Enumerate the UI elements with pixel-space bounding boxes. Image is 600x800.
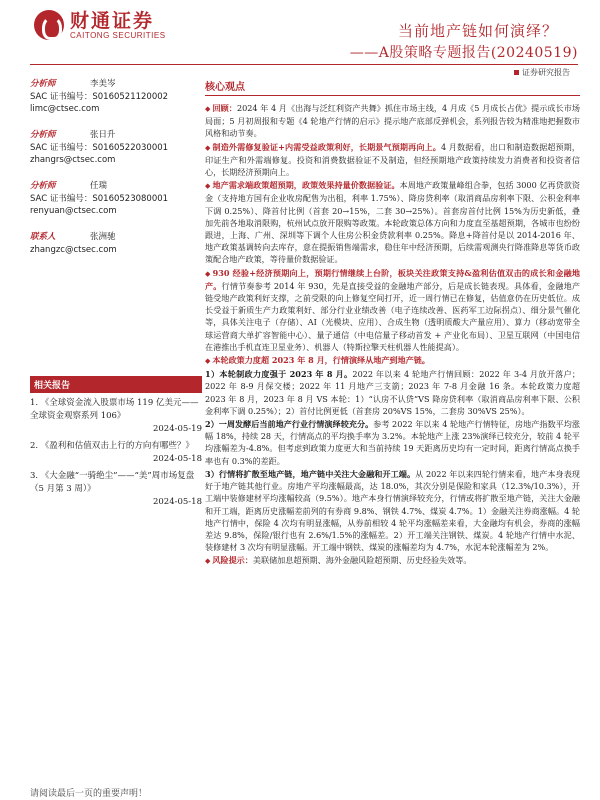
report-title: 当前地产链如何演绎？ bbox=[397, 22, 558, 40]
related-report-date: 2024-05-18 bbox=[152, 454, 202, 464]
chain-lead: 本轮政策力度超 2023 年 8 月，行情演绎从地产到地产链。 bbox=[212, 355, 430, 366]
report-type-label: 证券研究报告 bbox=[522, 68, 570, 77]
report-subtitle: ——A股策略专题报告(20240519) bbox=[349, 45, 578, 61]
policy-text: 本周地产政策量峰组合拳，包括 3000 亿再贷款资金（支持地方国有企业收房配售为出租，利率 1.75%）、降房贷利率（取消商品房利率下限、公积金利率下调 0.25%）、降首付比例（首套 20→15%，二套 30→25%）。首套房首付比例 15%为历史新低，叠加先前各地取消限购，杭州试点放开限购等政策。本轮政策总体方向和力度直至基超预期，各城市也纷纷跟进，上海、广州、深圳等下调个人住房公积金贷款利率 0.25%。降息+降首付是以 2014-2016 年、地产政策基调转向去库存，意在提振销售端需求，稳住年中经济预期，后续需观测央行降准降息等货币政策配合地产政策，等待量价数据验证。 bbox=[205, 180, 580, 265]
analyst-email[interactable]: renyuan@ctsec.com bbox=[30, 206, 117, 216]
disclaimer-notice: 请阅读最后一页的重要声明！ bbox=[30, 789, 148, 799]
logo-icon bbox=[34, 10, 64, 40]
analyst-email[interactable]: zhangrs@ctsec.com bbox=[30, 155, 116, 165]
related-report-title[interactable]: 2. 《盈利和估值双击上行的方向有哪些？》 bbox=[30, 441, 194, 451]
review-lead: 回顾： bbox=[212, 103, 237, 113]
policy-paragraph bbox=[205, 179, 580, 265]
header-divider bbox=[30, 64, 578, 65]
analyst-cert: SAC 证书编号：S0160523080001 bbox=[30, 194, 169, 204]
contact-email[interactable]: zhangzc@ctsec.com bbox=[30, 245, 117, 255]
related-report-title[interactable]: 1. 《全球资金流入股票市场 119 亿美元——全球资金观察系列 106》 bbox=[30, 398, 199, 421]
company-logo bbox=[34, 10, 166, 40]
point-2-paragraph bbox=[205, 418, 580, 467]
main-content bbox=[205, 78, 580, 569]
report-type-tag bbox=[514, 67, 570, 78]
point-1-paragraph bbox=[205, 368, 580, 417]
related-report-date: 2024-05-19 bbox=[152, 424, 202, 434]
point-2-text: 参考 2022 年以来 4 轮地产行情特征，房地产指数平均涨幅 18%，持续 28 天，行情高点的平均换手率为 3.2%。本轮地产上涨 23%演绎已较充分，较前 4 轮平均涨幅差为-4.8%。但考虑到政策力度更大和当前持续 19 天距离历史均有一定时间，距离行情高点换手率也有 0.3%的差距。 bbox=[205, 419, 580, 466]
point-1-text: 2022 年以来 4 轮地产行情回顾：2022 年 3-4 月放开落户；2022 年 8-9 月保交楼；2022 年 11 月地产三支箭；2023 年 7-8 月金融 16 条。本轮政策力度超 2023 年 8 月，2023 年 8 月 VS 本轮：1）“认房不认贷”VS 降房贷利率（取消商品房利率下限、公积金利率下调 0.25%）；2）首付比例更低（首套房 20%VS 15%，二套房 30%VS 25%）。 bbox=[205, 369, 580, 416]
contact-name: 张洲驰 bbox=[90, 232, 116, 242]
analyst-role: 分析师 bbox=[30, 130, 56, 140]
analyst-cert: SAC 证书编号：S0160521120002 bbox=[30, 92, 169, 102]
analyst-cert: SAC 证书编号：S0160522030001 bbox=[30, 143, 169, 153]
report-header bbox=[0, 0, 600, 78]
analyst-name: 张日升 bbox=[90, 130, 116, 140]
related-report-item[interactable] bbox=[30, 470, 202, 509]
analyst-card bbox=[30, 180, 202, 217]
related-report-item[interactable] bbox=[30, 440, 202, 466]
core-views-heading: 核心观点 bbox=[205, 78, 580, 96]
related-report-title[interactable]: 3. 《大金融“一骑绝尘”——“美”周市场复盘（5 月第 3 周）》 bbox=[30, 471, 195, 494]
policy-lead: 地产需求端政策超预期，政策效果持量价数据验证。 bbox=[212, 180, 400, 191]
macro-text: 4 月数据看，出口和制造数据超预期，印证生产和外需端修复。投资和消费数据验证不及制造，但经预期地产政策持续发力消费者和投资者信心，长期经济预期向上。 bbox=[205, 141, 580, 178]
sidebar bbox=[30, 78, 202, 509]
logo-english-name: CAITONG SECURITIES bbox=[70, 30, 166, 40]
review-paragraph bbox=[205, 102, 580, 140]
point-3-paragraph bbox=[205, 468, 580, 553]
outlook-paragraph bbox=[205, 267, 580, 353]
analyst-name: 李美岑 bbox=[90, 79, 116, 89]
point-1-head: 1）本轮制政力度强于 2023 年 8 月。 bbox=[205, 369, 353, 380]
chain-paragraph bbox=[205, 354, 580, 367]
outlook-text: 行情节奏参考 2014 年 930，先是直接受益的金融地产部分，后是成长链表现。具体看，金融地产链受地产政策利好支撑，之前受限的向上修复空间打开，近一周行情已在修复，估值意仍在历史低位。成长受益于新质生产力政策利好、部分行业业绩改善（电子连续改善、医药军工边际拐点）、细分景气催化等，具体关注电子（存储）、AI（光模块、应用）、合成生物（透明质酸大产量应用）、算力（移动宽带全球运营商大单扩容智能中心）、量子通信（中电信量子移动首发 + 产业化布局）、卫星互联网（中国电信在港推出手机直连卫星业务）、机器人（特斯拉擎天柱机器人性能提高）。 bbox=[205, 280, 580, 352]
point-3-head: 3）行情将扩散至地产链，地产链中关注大金融和开工端。 bbox=[205, 468, 416, 479]
analyst-email[interactable]: limc@ctsec.com bbox=[30, 104, 100, 114]
analyst-card bbox=[30, 129, 202, 166]
risk-paragraph bbox=[205, 554, 580, 567]
point-2-head: 2）一周发酵后当前地产行业行情演绎较充分。 bbox=[205, 419, 374, 430]
review-text: 2024 年 4 月《出海与泛红利资产共舞》抓住市场主线，4 月成《5 月成长占优》提示成长市场局面；5 月初周报和专题《4 轮地产行情的启示》提示地产底部反弹机会，系列报告较为精准地把握数市风格和动节奏。 bbox=[205, 103, 580, 139]
contact-role: 联系人 bbox=[30, 232, 56, 242]
contact-card bbox=[30, 231, 202, 256]
related-report-item[interactable] bbox=[30, 397, 202, 436]
outlook-lead: 930 经验+经济预期向上，预期行情继续上台阶，板块关注政策支持&盈利估值双击的成长和金融地产。 bbox=[205, 267, 580, 291]
related-reports-heading: 相关报告 bbox=[30, 376, 202, 393]
analyst-role: 分析师 bbox=[30, 79, 56, 89]
macro-paragraph bbox=[205, 141, 580, 179]
analyst-card bbox=[30, 78, 202, 115]
logo-chinese-name: 财通证券 bbox=[70, 9, 155, 32]
square-bullet-icon bbox=[514, 70, 519, 75]
macro-lead: 制造外需修复验证+内需受益政策利好，长期景气预期再向上。 bbox=[212, 141, 441, 152]
risk-text: 美联储加息超预期、海外金融风险超预期、历史经验失效等。 bbox=[252, 555, 472, 566]
point-3-text: 从 2022 年以来四轮行情来看，地产本身表现好于地产链其他行业。房地产平均涨幅最高，达 18.0%，其次分别是保险和家具（12.3%/10.3%），开工端中装修建材平均涨幅较高（9.5%）。地产本身行情演绎较充分，行情或将扩散至地产链，关注大金融和开工端，距离历史涨幅差前列的有券商 9.8%、钢铁 4.7%、煤炭 4.7%。1）金融关注券商涨幅。4 轮地产行情中，保险 4 次均有明显涨幅，从券前相较 4 轮平均涨幅差来看，大金融均有机会，券商的涨幅差达 9.8%，保险/银行也有 2.6%/1.5%的涨幅差。2）开工端关注钢铁、煤炭。4 轮地产行情中水泥、装修建材 3 次均有明显涨幅。开工端中钢铁、煤炭的涨幅差均为 4.7%，水泥本轮涨幅差为 2%。 bbox=[205, 468, 580, 553]
risk-lead: 风险提示： bbox=[212, 555, 253, 566]
analyst-name: 任瑞 bbox=[90, 181, 108, 191]
analyst-role: 分析师 bbox=[30, 181, 56, 191]
related-report-date: 2024-05-18 bbox=[152, 497, 202, 507]
